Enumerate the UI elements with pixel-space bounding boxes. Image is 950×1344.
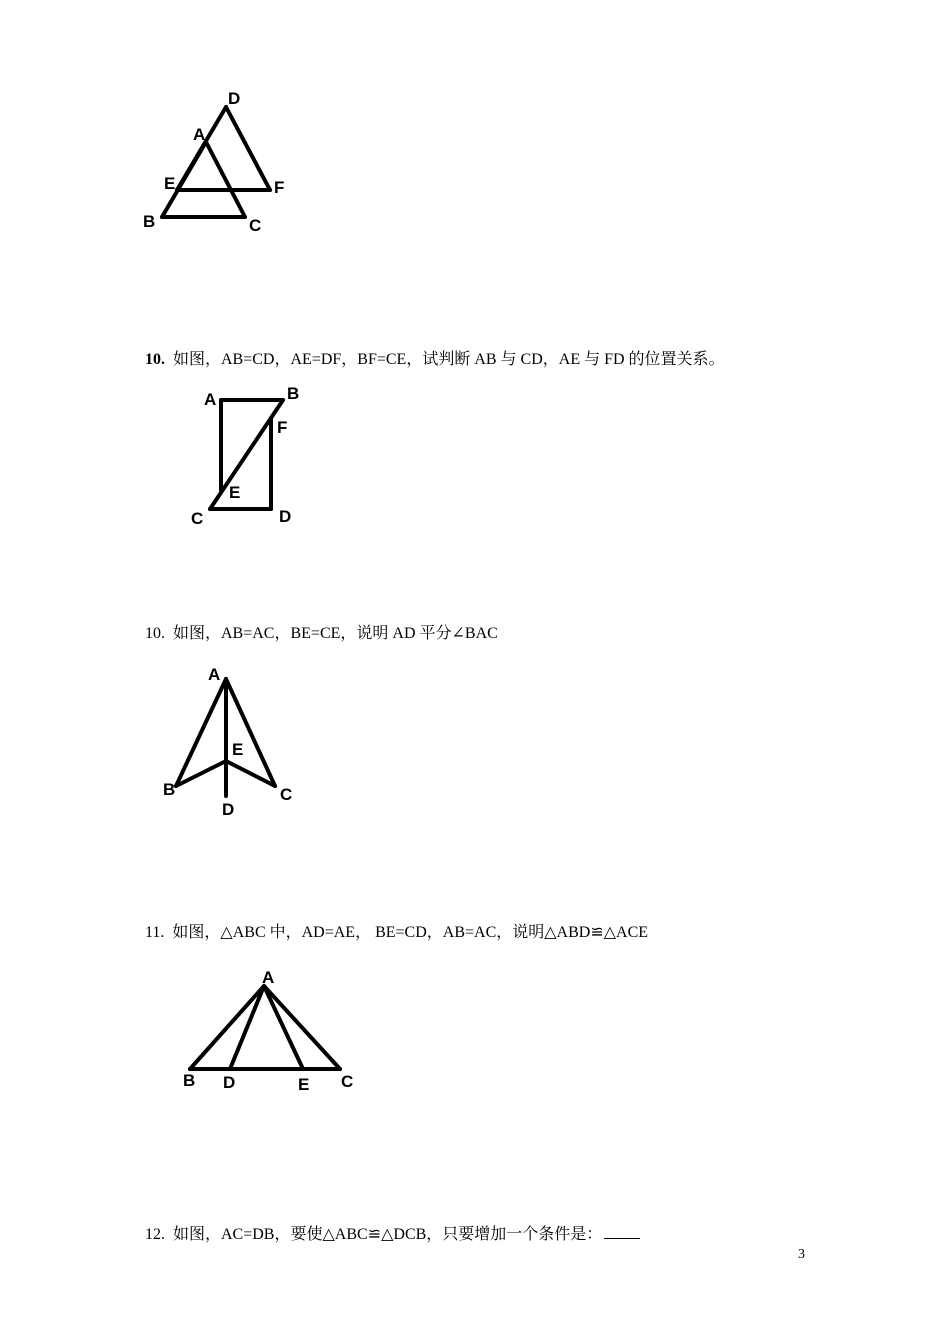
question-number: 10. xyxy=(145,625,165,642)
label-a: A xyxy=(208,665,221,684)
label-a: A xyxy=(204,390,217,409)
label-d: D xyxy=(228,89,241,108)
label-d: D xyxy=(222,800,235,819)
label-a: A xyxy=(193,125,206,144)
question-text: 如图，AC=DB，要使△ABC≌△DCB，只要增加一个条件是： xyxy=(173,1226,603,1243)
label-b: B xyxy=(143,212,156,231)
figure-triangle-cevians xyxy=(0,0,380,1100)
question-text: 如图，△ABC 中，AD=AE， BE=CD，AB=AC，说明△ABD≌△ACE xyxy=(172,924,649,941)
label-f: F xyxy=(277,418,288,437)
question-number: 11. xyxy=(145,924,165,941)
label-d: D xyxy=(223,1073,236,1092)
label-c: C xyxy=(280,785,293,804)
label-b: B xyxy=(163,780,176,799)
segment-ab xyxy=(190,986,264,1069)
label-d: D xyxy=(279,507,292,526)
label-e: E xyxy=(232,740,244,759)
figure-4-svg xyxy=(0,0,380,1100)
segment-ad xyxy=(230,986,264,1069)
label-e: E xyxy=(229,483,241,502)
label-f: F xyxy=(274,178,285,197)
label-a: A xyxy=(262,968,275,987)
label-e: E xyxy=(298,1075,310,1094)
label-e: E xyxy=(164,174,176,193)
page-number: 3 xyxy=(798,1247,805,1262)
label-c: C xyxy=(249,216,262,235)
question-number: 10. xyxy=(145,351,165,368)
question-text: 如图，AB=AC，BE=CE，说明 AD 平分∠BAC xyxy=(173,625,498,642)
label-b: B xyxy=(287,384,300,403)
answer-blank[interactable] xyxy=(604,1222,640,1239)
label-b: B xyxy=(183,1071,196,1090)
segment-ac xyxy=(264,986,340,1069)
question-12 xyxy=(145,1222,640,1245)
question-number: 12. xyxy=(145,1226,165,1243)
question-text: 如图，AB=CD，AE=DF，BF=CE，试判断 AB 与 CD，AE 与 FD 的位置关系。 xyxy=(173,351,725,368)
label-c: C xyxy=(191,509,204,528)
segment-ae xyxy=(264,986,303,1069)
label-c: C xyxy=(341,1072,354,1091)
